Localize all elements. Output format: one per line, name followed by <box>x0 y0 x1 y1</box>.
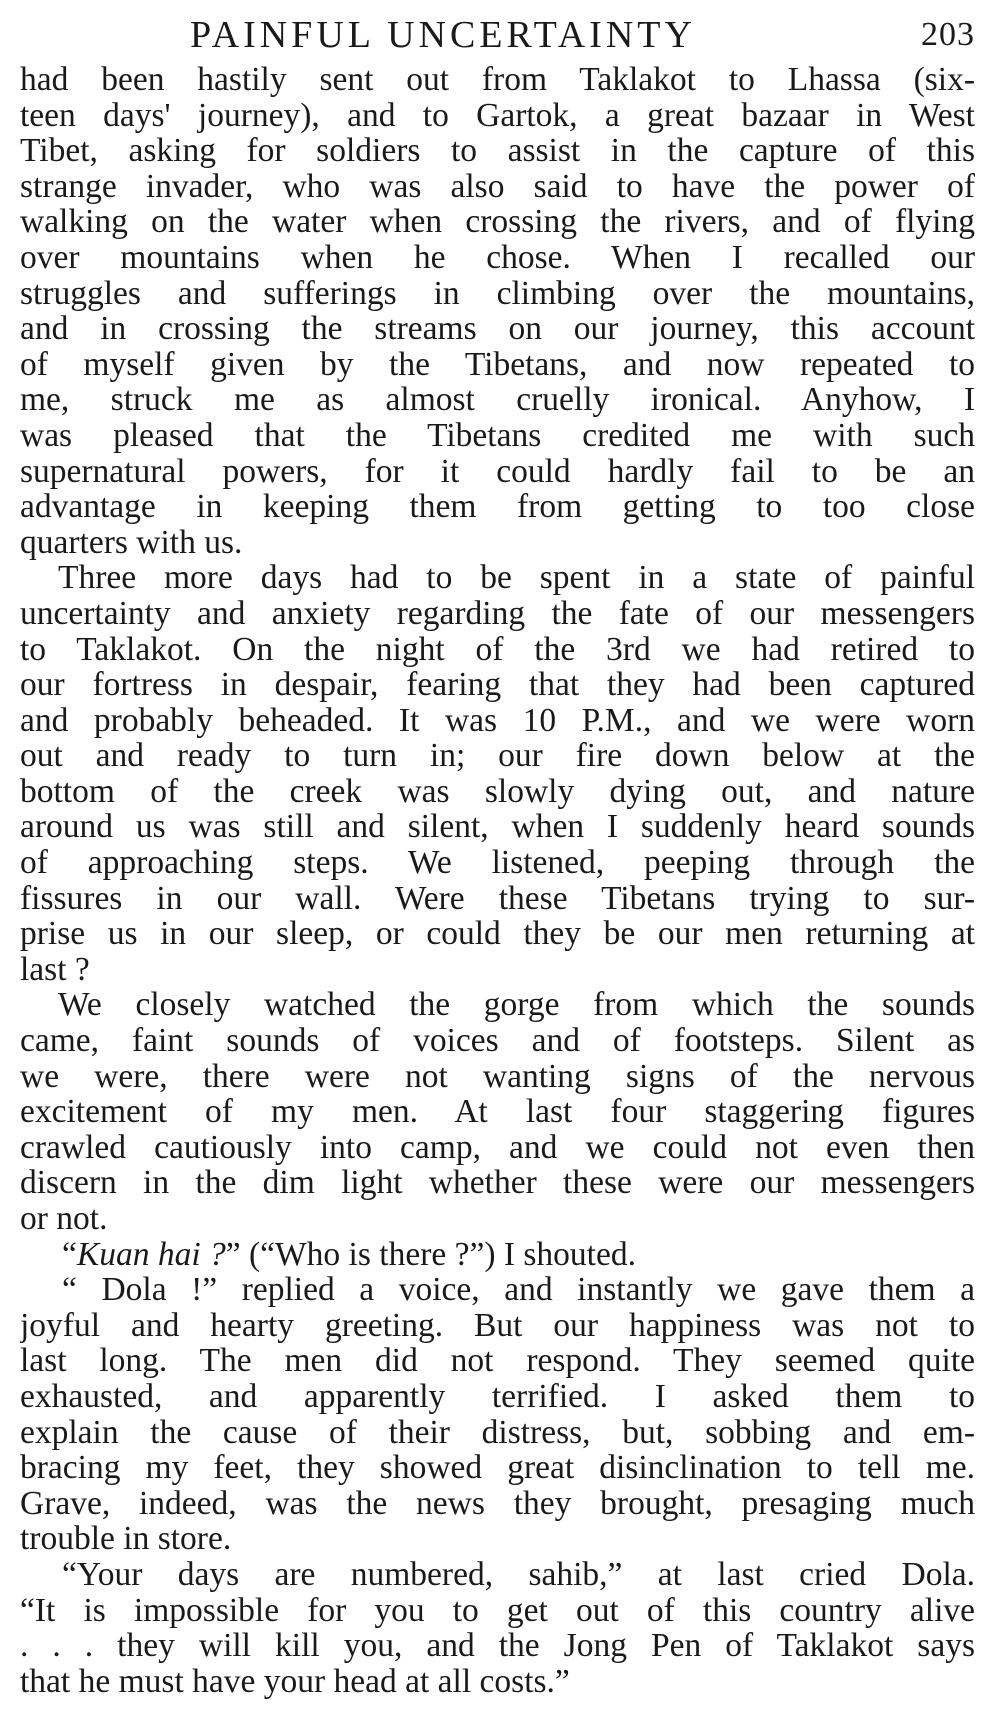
text-line: trouble in store. <box>20 1521 232 1557</box>
italic-phrase: Kuan hai ? <box>76 1236 226 1273</box>
page-header <box>20 12 975 58</box>
text-line: around us was still and silent, when I suddenly heard sounds <box>20 809 975 846</box>
text-line: bottom of the creek was slowly dying out, and nature <box>20 773 975 810</box>
text-line: that he must have your head at all costs.” <box>20 1663 570 1700</box>
text-line: joyful and hearty greeting. But our happiness was not to <box>20 1307 975 1344</box>
text-line: discern in the dim light whether these were our messengers <box>20 1165 975 1201</box>
text-line: or not. <box>20 1201 108 1237</box>
text-line: last ? <box>20 951 90 988</box>
text-line: excitement of my men. At last four staggering figures <box>20 1094 975 1130</box>
text-line: walking on the water when crossing the rivers, and of flying <box>20 204 975 240</box>
text-line: Grave, indeed, was the news they brought, presaging much <box>20 1485 975 1522</box>
text-line: and probably beheaded. It was 10 P.M., and we were worn <box>20 702 975 739</box>
paragraph-2 <box>20 560 975 987</box>
text-line: Tibet, asking for soldiers to assist in the capture of this <box>20 133 975 169</box>
text-line: explain the cause of their distress, but, sobbing and em- <box>20 1414 975 1451</box>
text-line: exhausted, and apparently terrified. I asked them to <box>20 1378 975 1415</box>
text-line: prise us in our sleep, or could they be our men returning at <box>20 916 975 952</box>
paragraph-1 <box>20 62 975 560</box>
paragraph-3 <box>20 987 975 1236</box>
text-line: last long. The men did not respond. They seemed quite <box>20 1343 975 1379</box>
text-line: crawled cautiously into camp, and we could not even then <box>20 1129 975 1166</box>
text-line: strange invader, who was also said to have the power of <box>20 168 975 205</box>
text-line: was pleased that the Tibetans credited me with such <box>20 417 975 454</box>
text-line: our fortress in despair, fearing that they had been captured <box>20 667 975 703</box>
text-line: me, struck me as almost cruelly ironical. Anyhow, I <box>20 382 975 418</box>
text-line: “Your days are numbered, sahib,” at last cried Dola. <box>62 1556 975 1593</box>
text-line: out and ready to turn in; our fire down below at the <box>20 738 975 774</box>
text-line: of myself given by the Tibetans, and now repeated to <box>20 346 975 383</box>
paragraph-5 <box>20 1557 975 1699</box>
text-line: advantage in keeping them from getting to too close <box>20 489 975 525</box>
page-number: 203 <box>921 16 975 53</box>
text-line: of approaching steps. We listened, peeping through the <box>20 845 975 881</box>
paragraph-4 <box>20 1272 975 1557</box>
body-text <box>20 62 975 1699</box>
dialogue-line <box>20 1237 975 1273</box>
text-line: to Taklakot. On the night of the 3rd we had retired to <box>20 631 975 668</box>
text-line: bracing my feet, they showed great disinclination to tell me. <box>20 1450 975 1486</box>
text-line: quarters with us. <box>20 524 243 561</box>
text-line: came, faint sounds of voices and of footsteps. Silent as <box>20 1023 975 1059</box>
text-line: uncertainty and anxiety regarding the fate of our messengers <box>20 595 975 632</box>
text-line: we were, there were not wanting signs of the nervous <box>20 1058 975 1095</box>
dialogue-rest: ” (“Who is there ?”) I shouted. <box>225 1236 636 1273</box>
text-line: over mountains when he chose. When I recalled our <box>20 239 975 276</box>
text-line: . . . they will kill you, and the Jong Pen of Taklakot says <box>20 1628 975 1664</box>
text-line: supernatural powers, for it could hardly fail to be an <box>20 453 975 490</box>
text-line: struggles and sufferings in climbing over the mountains, <box>20 275 975 312</box>
running-head: PAINFUL UNCERTAINTY <box>190 14 696 56</box>
text-line: teen days' journey), and to Gartok, a great bazaar in West <box>20 97 975 134</box>
text-line: “ Dola !” replied a voice, and instantly we gave them a <box>62 1272 975 1308</box>
text-line: Three more days had to be spent in a state of painful <box>58 560 975 596</box>
text-line: We closely watched the gorge from which the sounds <box>58 987 975 1024</box>
open-quote: “ <box>62 1236 77 1273</box>
text-line: “It is impossible for you to get out of this country alive <box>20 1592 975 1629</box>
text-line: and in crossing the streams on our journey, this account <box>20 311 975 347</box>
text-line: had been hastily sent out from Taklakot to Lhassa (six- <box>20 62 975 98</box>
text-line <box>20 1237 975 1273</box>
text-line: fissures in our wall. Were these Tibetans trying to sur- <box>20 880 975 917</box>
